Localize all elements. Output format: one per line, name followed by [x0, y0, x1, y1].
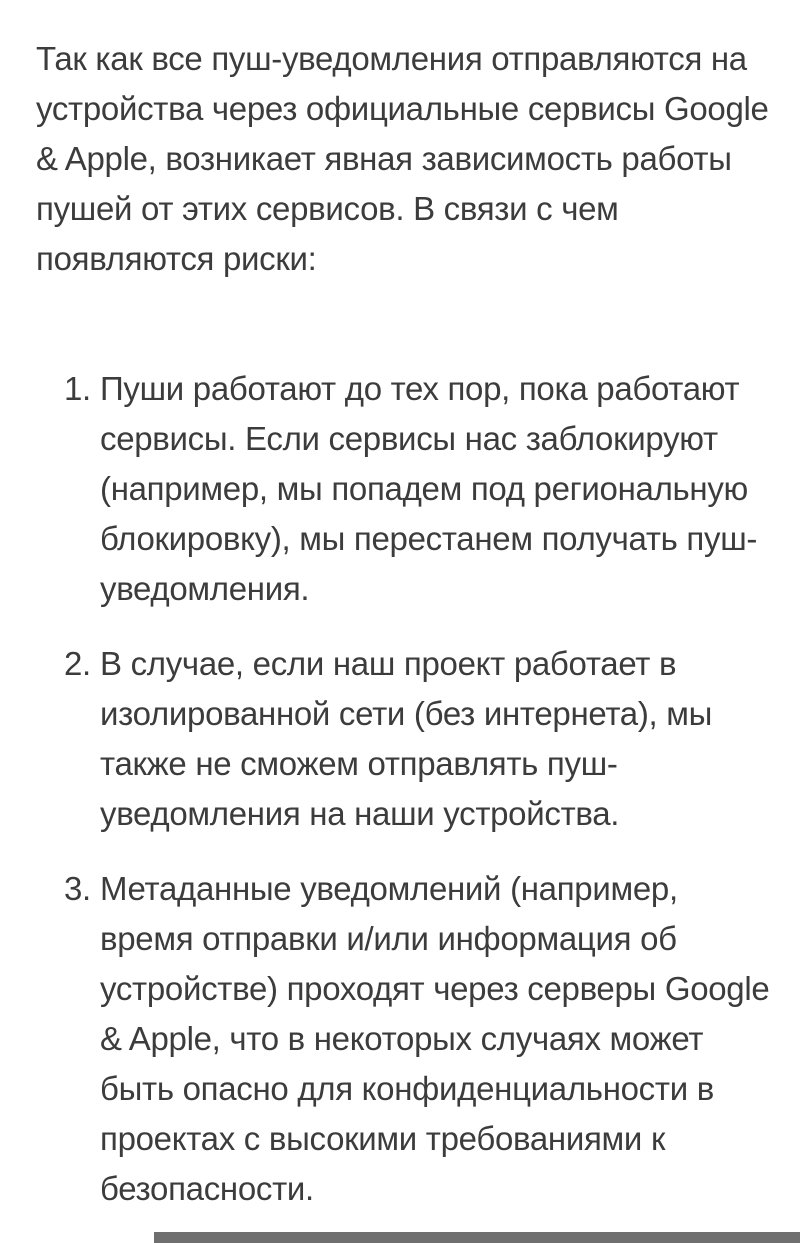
list-item-text: Пуши работают до тех пор, пока работают сервисы. Если сервисы нас заблокируют (например, мы попадем под региональную блокировку), мы перестанем получать пуш-уведомления. [100, 370, 758, 607]
list-item-text: Метаданные уведомлений (например, время отправки и/или информация об устройстве) проходят через серверы Google & Apple, что в некоторых случаях может быть опасно для конфиденциальности в проектах с высокими требованиями к безопасности. [100, 870, 770, 1207]
list-item-text: В случае, если наш проект работает в изолированной сети (без интернета), мы также не сможем отправлять пуш-уведомления на наши устройства. [100, 645, 713, 832]
list-item [36, 639, 776, 839]
risks-list [36, 364, 776, 1214]
list-item [36, 364, 776, 614]
bottom-scrollbar[interactable] [154, 1232, 800, 1243]
article-content [36, 34, 776, 1239]
list-item [36, 864, 776, 1214]
list-item-number: 1. [64, 370, 91, 407]
list-item-number: 2. [64, 645, 91, 682]
list-item-number: 3. [64, 870, 91, 907]
intro-paragraph: Так как все пуш-уведомления отправляются на устройства через официальные сервисы Google & Apple, возникает явная зависимость работы пушей от этих сервисов. В связи с чем появляются риски: [36, 40, 769, 277]
